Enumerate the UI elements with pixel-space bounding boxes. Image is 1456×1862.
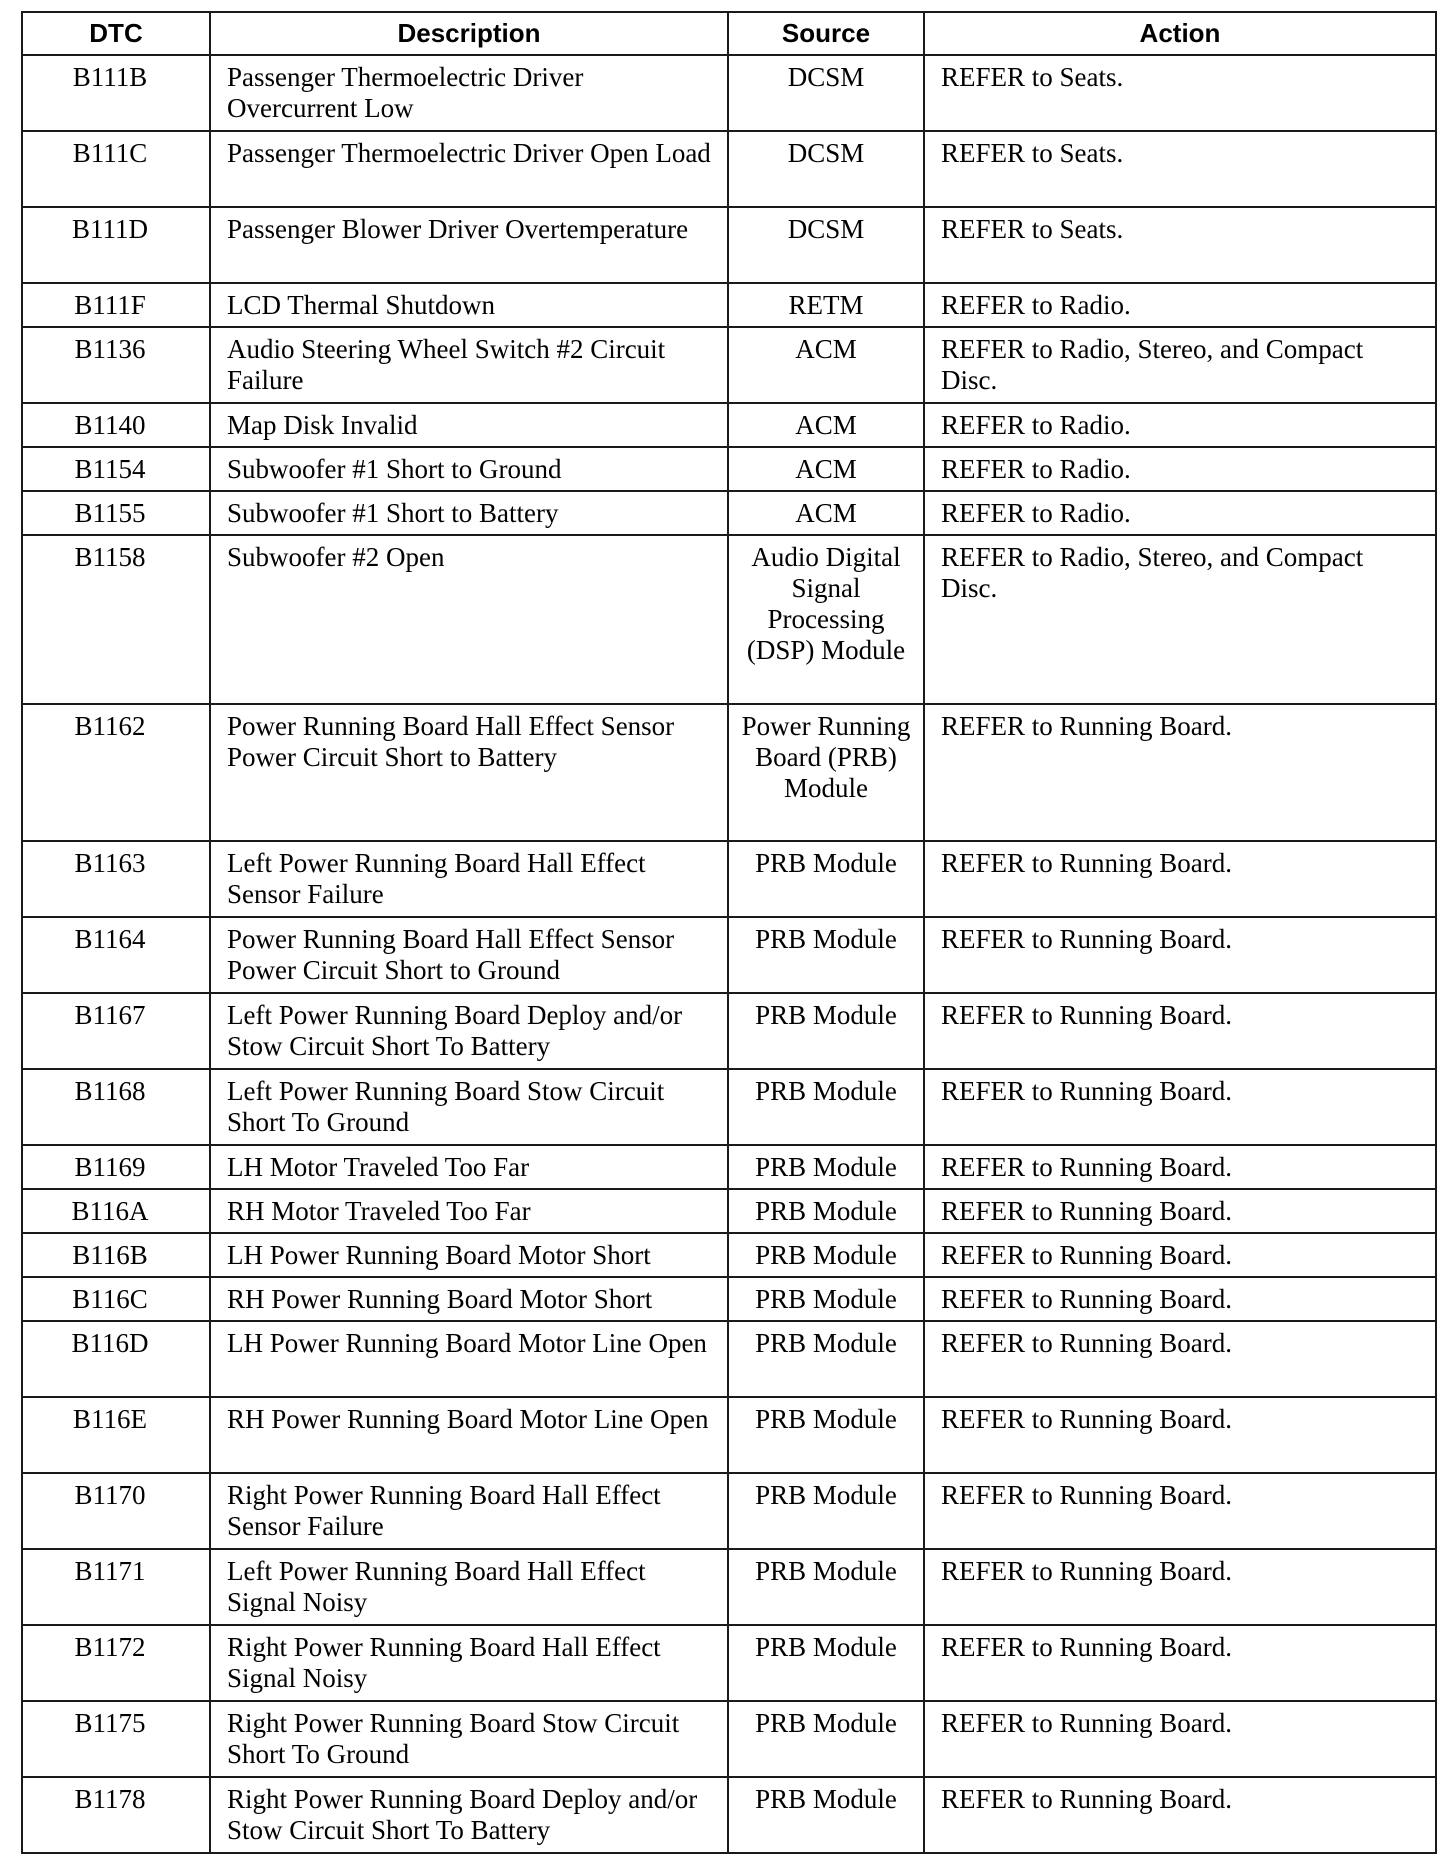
dtc-description: Passenger Thermoelectric Driver Open Load <box>210 131 728 207</box>
dtc-code: B111D <box>22 207 210 283</box>
table-row <box>22 1397 1436 1473</box>
dtc-action: REFER to Radio, Stereo, and Compact Disc. <box>924 535 1436 704</box>
dtc-code: B116D <box>22 1321 210 1397</box>
table-row <box>22 1233 1436 1277</box>
dtc-code: B1140 <box>22 403 210 447</box>
dtc-action: REFER to Running Board. <box>924 1233 1436 1277</box>
table-row <box>22 1625 1436 1701</box>
dtc-source: PRB Module <box>728 1701 924 1777</box>
dtc-action: REFER to Radio. <box>924 283 1436 327</box>
table-body <box>22 55 1436 1853</box>
table-row <box>22 704 1436 841</box>
table-row <box>22 491 1436 535</box>
dtc-source: PRB Module <box>728 1321 924 1397</box>
dtc-source: PRB Module <box>728 841 924 917</box>
dtc-code: B116E <box>22 1397 210 1473</box>
dtc-action: REFER to Seats. <box>924 55 1436 131</box>
table-row <box>22 447 1436 491</box>
dtc-source: DCSM <box>728 55 924 131</box>
dtc-code: B1172 <box>22 1625 210 1701</box>
dtc-description: RH Power Running Board Motor Short <box>210 1277 728 1321</box>
dtc-table <box>21 11 1437 1854</box>
dtc-source: PRB Module <box>728 1145 924 1189</box>
table-row <box>22 1321 1436 1397</box>
dtc-source: Audio Digital Signal Processing (DSP) Module <box>728 535 924 704</box>
dtc-action: REFER to Running Board. <box>924 917 1436 993</box>
header-action: Action <box>924 12 1436 55</box>
dtc-code: B1158 <box>22 535 210 704</box>
dtc-action: REFER to Radio. <box>924 447 1436 491</box>
dtc-action: REFER to Running Board. <box>924 1397 1436 1473</box>
dtc-source: DCSM <box>728 207 924 283</box>
dtc-description: LH Power Running Board Motor Line Open <box>210 1321 728 1397</box>
dtc-description: LH Motor Traveled Too Far <box>210 1145 728 1189</box>
dtc-description: Left Power Running Board Hall Effect Signal Noisy <box>210 1549 728 1625</box>
dtc-action: REFER to Running Board. <box>924 1777 1436 1853</box>
dtc-action: REFER to Radio, Stereo, and Compact Disc. <box>924 327 1436 403</box>
dtc-action: REFER to Running Board. <box>924 1189 1436 1233</box>
table-row <box>22 1777 1436 1853</box>
dtc-code: B1155 <box>22 491 210 535</box>
dtc-description: RH Power Running Board Motor Line Open <box>210 1397 728 1473</box>
dtc-description: Subwoofer #1 Short to Ground <box>210 447 728 491</box>
dtc-description: Audio Steering Wheel Switch #2 Circuit Failure <box>210 327 728 403</box>
dtc-description: Passenger Blower Driver Overtemperature <box>210 207 728 283</box>
dtc-source: ACM <box>728 327 924 403</box>
dtc-action: REFER to Running Board. <box>924 1277 1436 1321</box>
dtc-action: REFER to Running Board. <box>924 1145 1436 1189</box>
dtc-description: Left Power Running Board Deploy and/or Stow Circuit Short To Battery <box>210 993 728 1069</box>
table-row <box>22 917 1436 993</box>
dtc-code: B111F <box>22 283 210 327</box>
dtc-source: PRB Module <box>728 993 924 1069</box>
dtc-source: PRB Module <box>728 917 924 993</box>
dtc-action: REFER to Running Board. <box>924 1473 1436 1549</box>
table-row <box>22 1189 1436 1233</box>
dtc-source: PRB Module <box>728 1397 924 1473</box>
dtc-description: Power Running Board Hall Effect Sensor Power Circuit Short to Battery <box>210 704 728 841</box>
dtc-code: B116A <box>22 1189 210 1233</box>
table-row <box>22 55 1436 131</box>
dtc-description: Left Power Running Board Stow Circuit Short To Ground <box>210 1069 728 1145</box>
dtc-action: REFER to Running Board. <box>924 1549 1436 1625</box>
dtc-code: B111C <box>22 131 210 207</box>
table-row <box>22 993 1436 1069</box>
dtc-code: B1162 <box>22 704 210 841</box>
dtc-action: REFER to Running Board. <box>924 1321 1436 1397</box>
dtc-description: RH Motor Traveled Too Far <box>210 1189 728 1233</box>
dtc-source: PRB Module <box>728 1233 924 1277</box>
dtc-source: PRB Module <box>728 1549 924 1625</box>
dtc-action: REFER to Seats. <box>924 131 1436 207</box>
table-row <box>22 131 1436 207</box>
table-row <box>22 1145 1436 1189</box>
dtc-code: B111B <box>22 55 210 131</box>
table-row <box>22 535 1436 704</box>
dtc-code: B1163 <box>22 841 210 917</box>
dtc-code: B116B <box>22 1233 210 1277</box>
dtc-description: Right Power Running Board Hall Effect Sensor Failure <box>210 1473 728 1549</box>
dtc-source: PRB Module <box>728 1277 924 1321</box>
dtc-description: Subwoofer #1 Short to Battery <box>210 491 728 535</box>
dtc-source: ACM <box>728 403 924 447</box>
header-description: Description <box>210 12 728 55</box>
dtc-source: PRB Module <box>728 1069 924 1145</box>
table-row <box>22 207 1436 283</box>
dtc-code: B1171 <box>22 1549 210 1625</box>
dtc-source: PRB Module <box>728 1473 924 1549</box>
dtc-description: LCD Thermal Shutdown <box>210 283 728 327</box>
dtc-source: DCSM <box>728 131 924 207</box>
dtc-code: B116C <box>22 1277 210 1321</box>
dtc-source: RETM <box>728 283 924 327</box>
header-dtc: DTC <box>22 12 210 55</box>
dtc-action: REFER to Running Board. <box>924 1625 1436 1701</box>
dtc-code: B1170 <box>22 1473 210 1549</box>
dtc-source: PRB Module <box>728 1777 924 1853</box>
dtc-action: REFER to Running Board. <box>924 1069 1436 1145</box>
dtc-source: PRB Module <box>728 1189 924 1233</box>
dtc-code: B1136 <box>22 327 210 403</box>
dtc-description: Subwoofer #2 Open <box>210 535 728 704</box>
table-row <box>22 1069 1436 1145</box>
table-row <box>22 1701 1436 1777</box>
dtc-description: Power Running Board Hall Effect Sensor Power Circuit Short to Ground <box>210 917 728 993</box>
dtc-source: ACM <box>728 491 924 535</box>
dtc-source: ACM <box>728 447 924 491</box>
table-row <box>22 403 1436 447</box>
table-row <box>22 1277 1436 1321</box>
dtc-code: B1164 <box>22 917 210 993</box>
dtc-action: REFER to Radio. <box>924 491 1436 535</box>
dtc-action: REFER to Running Board. <box>924 841 1436 917</box>
dtc-code: B1154 <box>22 447 210 491</box>
dtc-action: REFER to Running Board. <box>924 993 1436 1069</box>
header-row <box>22 12 1436 55</box>
dtc-source: Power Running Board (PRB) Module <box>728 704 924 841</box>
dtc-action: REFER to Running Board. <box>924 1701 1436 1777</box>
table-row <box>22 1473 1436 1549</box>
dtc-action: REFER to Seats. <box>924 207 1436 283</box>
dtc-code: B1169 <box>22 1145 210 1189</box>
table-header <box>22 12 1436 55</box>
dtc-description: Passenger Thermoelectric Driver Overcurrent Low <box>210 55 728 131</box>
table-row <box>22 841 1436 917</box>
dtc-description: LH Power Running Board Motor Short <box>210 1233 728 1277</box>
dtc-description: Left Power Running Board Hall Effect Sensor Failure <box>210 841 728 917</box>
dtc-description: Right Power Running Board Deploy and/or Stow Circuit Short To Battery <box>210 1777 728 1853</box>
dtc-source: PRB Module <box>728 1625 924 1701</box>
dtc-description: Right Power Running Board Hall Effect Signal Noisy <box>210 1625 728 1701</box>
dtc-action: REFER to Running Board. <box>924 704 1436 841</box>
table-row <box>22 283 1436 327</box>
header-source: Source <box>728 12 924 55</box>
dtc-code: B1168 <box>22 1069 210 1145</box>
dtc-code: B1178 <box>22 1777 210 1853</box>
table-row <box>22 1549 1436 1625</box>
dtc-code: B1175 <box>22 1701 210 1777</box>
dtc-code: B1167 <box>22 993 210 1069</box>
dtc-description: Right Power Running Board Stow Circuit Short To Ground <box>210 1701 728 1777</box>
dtc-action: REFER to Radio. <box>924 403 1436 447</box>
table-row <box>22 327 1436 403</box>
dtc-description: Map Disk Invalid <box>210 403 728 447</box>
